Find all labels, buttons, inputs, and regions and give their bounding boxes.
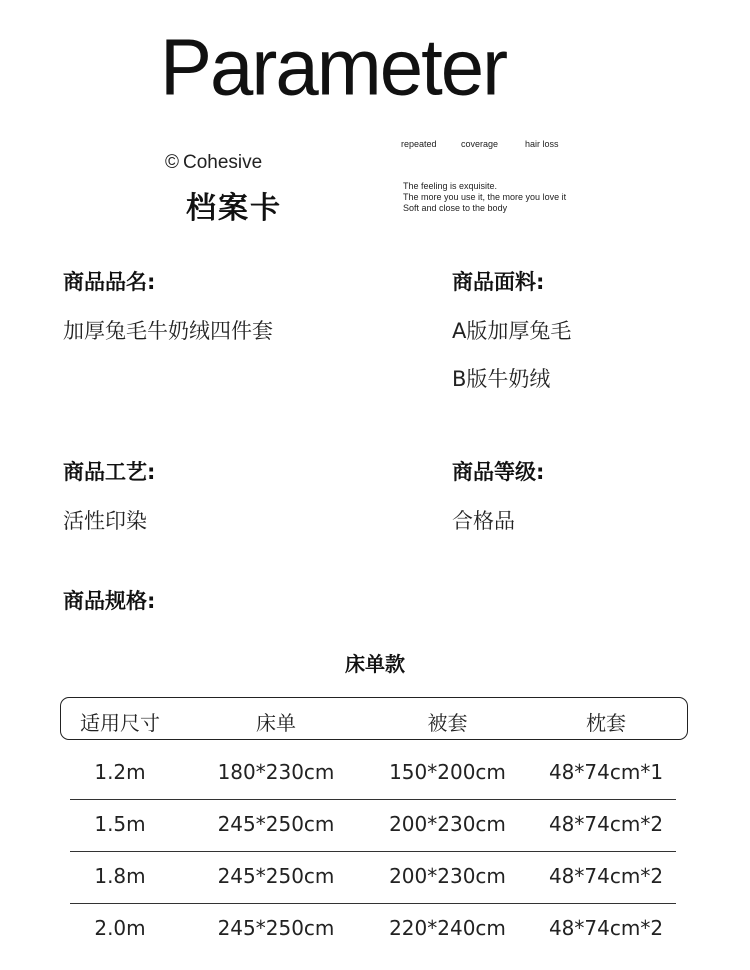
brand-label: Cohesive	[183, 152, 263, 173]
tag-coverage: coverage	[461, 139, 499, 149]
table-cell: 245*250cm	[217, 812, 335, 836]
tag-hair-loss: hair loss	[525, 139, 559, 149]
table-cell: 220*240cm	[389, 916, 506, 940]
slogan-line: The more you use it, the more you love it	[403, 192, 567, 202]
slogan	[403, 181, 566, 214]
grade-value: 合格品	[452, 509, 515, 533]
table-cell: 150*200cm	[389, 760, 506, 784]
grade-label: 商品等级:	[452, 460, 545, 484]
table-cell: 48*74cm*2	[548, 812, 664, 836]
product-name-value: 加厚兔毛牛奶绒四件套	[63, 319, 273, 343]
header-sheet: 床单	[256, 711, 296, 735]
craft-value: 活性印染	[63, 509, 147, 533]
header-pillowcase: 枕套	[586, 711, 626, 735]
header-duvet: 被套	[427, 711, 468, 735]
copyright-icon: ©	[165, 152, 179, 173]
row-divider	[70, 903, 676, 904]
card-title: 档案卡	[186, 191, 282, 226]
row-divider	[70, 799, 676, 800]
table-cell: 200*230cm	[389, 812, 506, 836]
table-cell: 200*230cm	[389, 864, 506, 888]
table-cell: 48*74cm*1	[548, 760, 664, 784]
slogan-line: The feeling is exquisite.	[403, 181, 498, 191]
header-size: 适用尺寸	[80, 711, 160, 735]
spec-label: 商品规格:	[63, 589, 156, 613]
table-title: 床单款	[345, 652, 405, 676]
fabric-value-b: B版牛奶绒	[452, 367, 551, 391]
craft-label: 商品工艺:	[63, 460, 156, 484]
table-cell: 1.5m	[94, 812, 146, 836]
product-name-label: 商品品名:	[63, 270, 156, 294]
table-cell: 180*230cm	[217, 760, 335, 784]
fabric-label: 商品面料:	[452, 270, 545, 294]
row-divider	[70, 851, 676, 852]
brand-name	[165, 152, 262, 174]
table-cell: 48*74cm*2	[548, 916, 664, 940]
slogan-line: Soft and close to the body	[403, 203, 508, 213]
table-cell: 245*250cm	[217, 916, 335, 940]
table-cell: 1.8m	[94, 864, 146, 888]
table-cell: 1.2m	[94, 760, 146, 784]
table-cell: 48*74cm*2	[548, 864, 664, 888]
fabric-value-a: A版加厚兔毛	[452, 319, 572, 343]
table-cell: 245*250cm	[217, 864, 335, 888]
page-title: Parameter	[160, 22, 507, 112]
table-cell: 2.0m	[94, 916, 146, 940]
tag-repeated: repeated	[401, 139, 437, 149]
